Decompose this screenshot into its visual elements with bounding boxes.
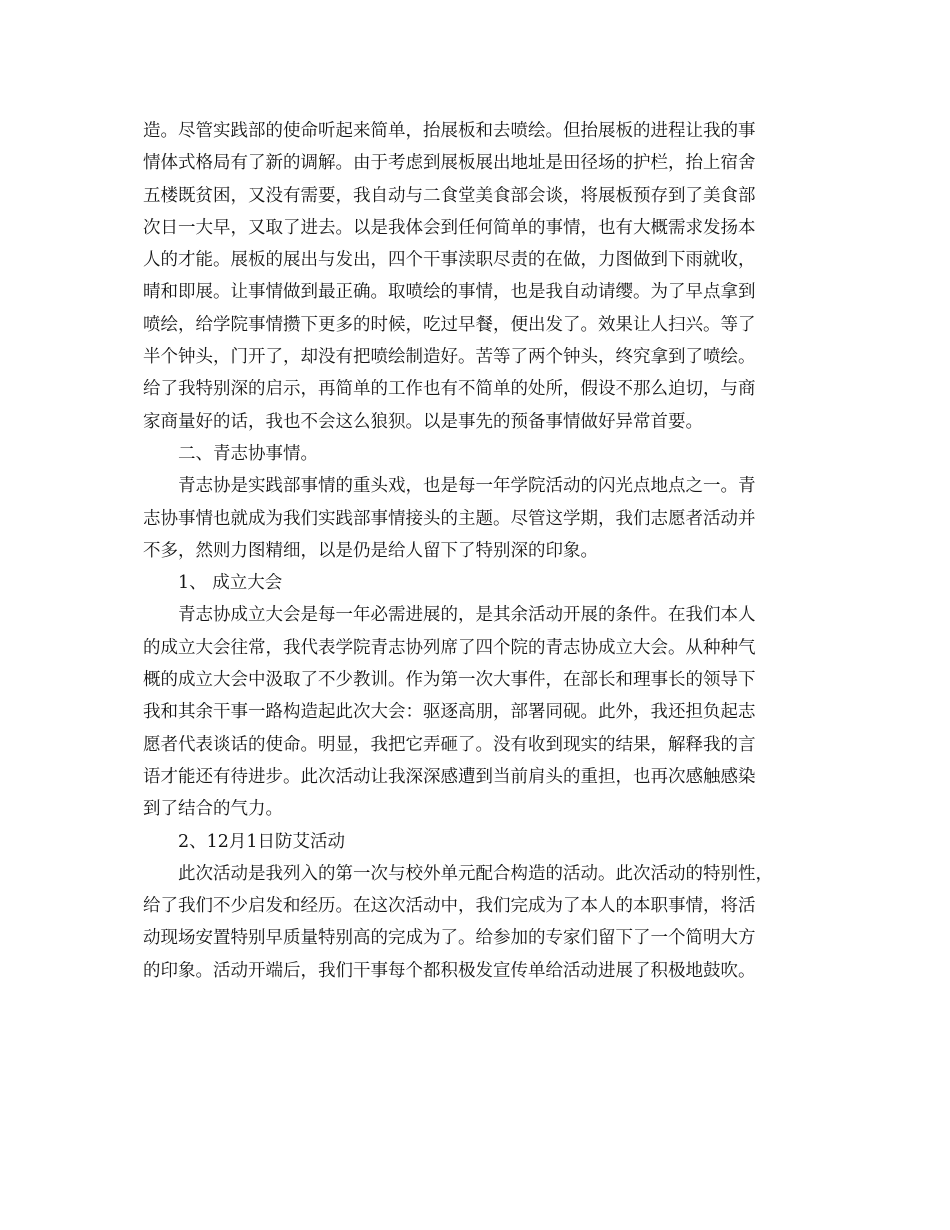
body-line: 到了结合的气力。 (143, 799, 283, 820)
body-line: 青志协是实践部事情的重头戏，也是每一年学院活动的闪光点地点之一。青 (178, 476, 756, 497)
body-line: 半个钟头，门开了，却没有把喷绘制造好。苦等了两个钟头，终究拿到了喷绘。 (143, 347, 756, 368)
body-line: 情体式格局有了新的调解。由于考虑到展板展出地址是田径场的护栏，抬上宿舍 (143, 153, 756, 174)
body-line: 给了我们不少启发和经历。在这次活动中，我们完成为了本人的本职事情，将活 (143, 896, 756, 917)
subsection-heading: 1、 成立大会 (178, 573, 283, 594)
body-line: 晴和即展。让事情做到最正确。取喷绘的事情，也是我自动请缨。为了早点拿到 (143, 282, 756, 303)
body-line: 的成立大会往常，我代表学院青志协列席了四个院的青志协成立大会。从种种气 (143, 637, 756, 658)
body-line: 动现场安置特别早质量特别高的完成为了。给参加的专家们留下了一个简明大方 (143, 928, 756, 949)
body-line: 人的才能。展板的展出与发出，四个干事渎职尽责的在做，力图做到下雨就收， (143, 250, 756, 271)
body-line: 的印象。活动开端后，我们干事每个都积极发宣传单给活动进展了积极地鼓吹。 (143, 960, 756, 981)
body-line: 志协事情也就成为我们实践部事情接头的主题。尽管这学期，我们志愿者活动并 (143, 508, 756, 529)
body-line: 不多，然则力图精细，以是仍是给人留下了特别深的印象。 (143, 540, 598, 561)
body-line: 家商量好的话，我也不会这么狼狈。以是事先的预备事情做好异常首要。 (143, 411, 703, 432)
body-line: 造。尽管实践部的使命听起来简单，抬展板和去喷绘。但抬展板的进程让我的事 (143, 121, 756, 141)
body-line: 五楼既贫困，又没有需要，我自动与二食堂美食部会谈，将展板预存到了美食部 (143, 185, 756, 206)
body-line: 青志协成立大会是每一年必需进展的，是其余活动开展的条件。在我们本人 (178, 605, 756, 626)
section-heading: 二、青志协事情。 (178, 443, 318, 464)
subsection-heading: 2、12月1日防艾活动 (178, 831, 346, 852)
body-line: 我和其余干事一路构造起此次大会：驱逐高朋，部署同砚。此外，我还担负起志 (143, 702, 756, 723)
body-line: 概的成立大会中汲取了不少教训。作为第一次大事件，在部长和理事长的领导下 (143, 670, 756, 691)
body-line: 喷绘，给学院事情攒下更多的时候，吃过早餐，便出发了。效果让人扫兴。等了 (143, 314, 756, 335)
body-line: 语才能还有待进步。此次活动让我深深感遭到当前肩头的重担，也再次感触感染 (143, 766, 756, 787)
body-line: 次日一大早，又取了进去。以是我体会到任何简单的事情，也有大概需求发扬本 (143, 217, 756, 238)
body-line: 愿者代表谈话的使命。明显，我把它弄砸了。没有收到现实的结果，解释我的言 (143, 734, 756, 755)
document-body (143, 115, 843, 987)
body-line: 此次活动是我列入的第一次与校外单元配合构造的活动。此次活动的特别性， (178, 863, 773, 884)
body-line: 给了我特别深的启示，再简单的工作也有不简单的处所，假设不那么迫切，与商 (143, 379, 756, 400)
